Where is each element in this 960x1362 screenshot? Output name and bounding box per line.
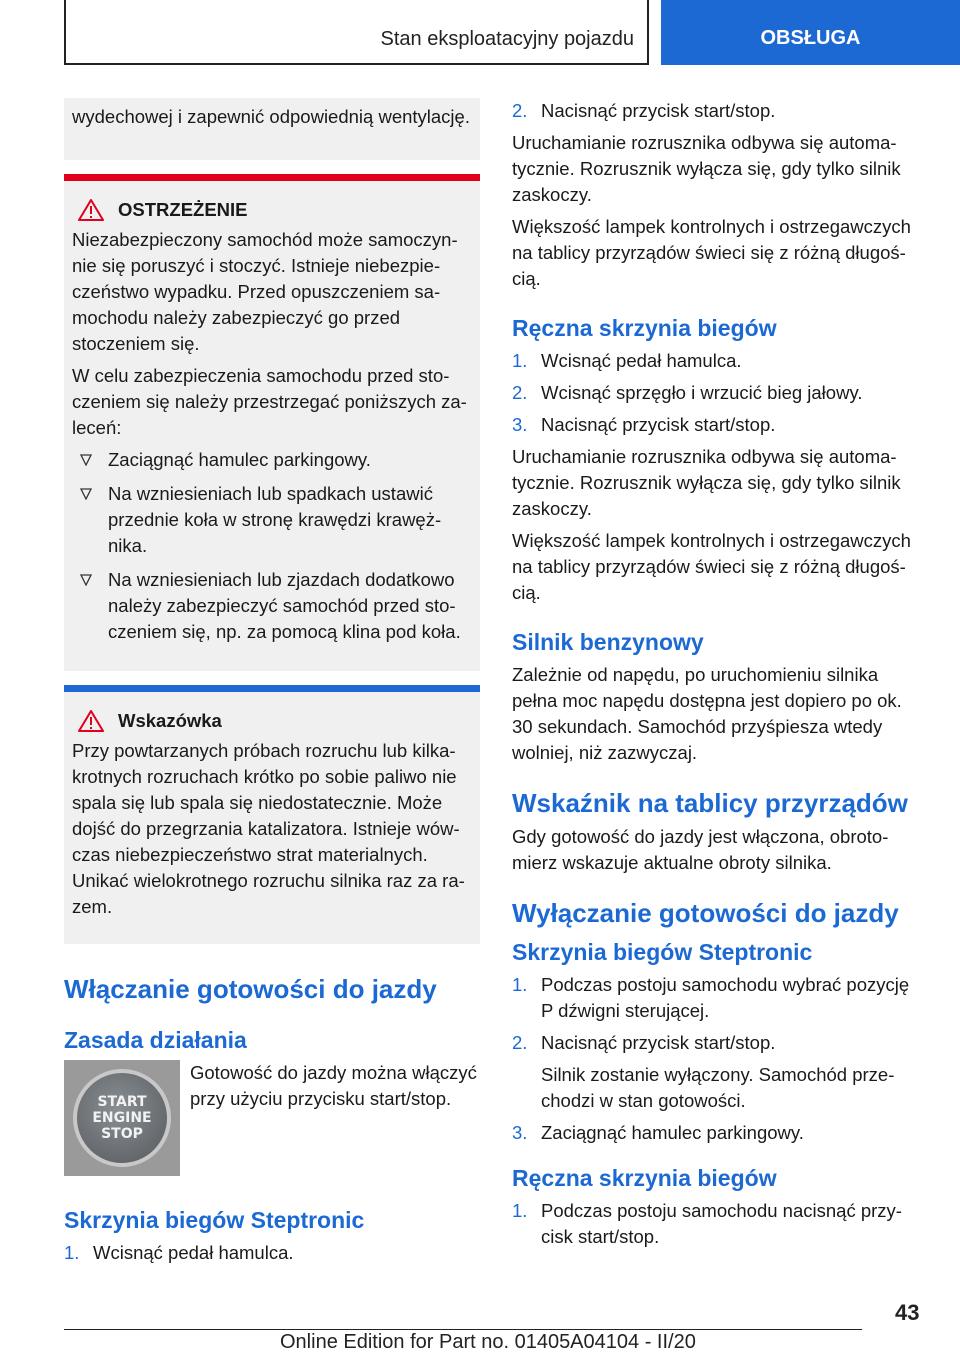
step-text: Wcisnąć sprzęgło i wrzucić bieg jałowy. <box>541 382 863 403</box>
footer-divider <box>64 1329 862 1330</box>
step-text: Zaciągnąć hamulec parkingowy. <box>541 1122 804 1143</box>
steptronic-off-steps <box>512 972 926 1146</box>
caution-triangle-icon <box>78 710 104 732</box>
steptronic-steps-continued <box>512 98 926 124</box>
step-number: 2. <box>512 1032 528 1053</box>
step-item <box>512 1030 926 1114</box>
principle-row <box>64 1060 480 1176</box>
paragraph: Uruchamianie rozrusznika odbywa się automatycznie. Rozrusznik wyłącza się, gdy tylko silnik zaskoczy. <box>512 132 901 205</box>
triangle-bullet-icon <box>80 488 92 500</box>
paragraph: Zależnie od napędu, po uruchomieniu silnika pełna moc napędu dostępna jest dopiero po ok. 30 sekundach. Samochód przyśpiesza wtedy wolniej, niż zazwyczaj. <box>512 664 902 763</box>
warning-paragraph: W celu zabezpieczenia samochodu przed stoczeniem się należy przestrzegać poniższych zaleceń: <box>72 365 467 438</box>
left-column <box>64 98 480 1272</box>
hint-title: Wskazówka <box>118 710 222 731</box>
subheading-petrol: Silnik benzynowy <box>512 629 704 655</box>
paragraph: Gdy gotowość do jazdy jest włączona, obrotomierz wskazuje aktualne obroty silnika. <box>512 826 889 873</box>
step-number: 1. <box>64 1242 80 1263</box>
subheading-steptronic-off: Skrzynia biegów Steptronic <box>512 939 813 965</box>
step-number: 3. <box>512 414 528 435</box>
list-item: Na wzniesieniach lub zjazdach dodatkowo należy zabezpieczyć samochód przed stoczeniem się, np. za pomocą klina pod koła. <box>72 567 472 645</box>
step-number: 3. <box>512 1122 528 1143</box>
list-item: Zaciągnąć hamulec parkingowy. <box>72 447 472 473</box>
footer-edition-text: Online Edition for Part no. 01405A04104 - II/20 <box>280 1331 696 1353</box>
steptronic-steps <box>64 1240 480 1266</box>
start-engine-stop-icon: START ENGINE STOP <box>73 1069 171 1167</box>
step-text: Wcisnąć pedał hamulca. <box>541 350 742 371</box>
warning-list <box>72 447 472 645</box>
warning-box <box>64 174 480 671</box>
warning-triangle-icon <box>78 199 104 221</box>
section-heading-indicator: Wskaźnik na tablicy przyrządów <box>512 788 908 818</box>
triangle-bullet-icon <box>80 574 92 586</box>
continued-note-text: wydechowej i zapewnić odpowiednią wentylację. <box>72 106 470 127</box>
step-text: Nacisnąć przycisk start/stop. <box>541 1032 776 1053</box>
header-underline <box>64 63 649 65</box>
principle-text: Gotowość do jazdy można włączyć przy użyciu przycisku start/stop. <box>190 1062 477 1109</box>
paragraph: Większość lampek kontrolnych i ostrzegawczych na tablicy przyrządów świeci się z różną długością. <box>512 216 911 289</box>
step-number: 2. <box>512 100 528 121</box>
step-item <box>512 348 926 374</box>
hint-box <box>64 685 480 944</box>
section-heading-enable: Włączanie gotowości do jazdy <box>64 974 437 1004</box>
step-item <box>512 972 926 1024</box>
subheading-manual-off: Ręczna skrzynia biegów <box>512 1165 777 1191</box>
step-text: Podczas postoju samochodu wybrać pozycję P dźwigni sterującej. <box>541 974 910 1021</box>
step-item <box>512 412 926 438</box>
continued-note <box>64 98 480 160</box>
paragraph: Uruchamianie rozrusznika odbywa się automatycznie. Rozrusznik wyłącza się, gdy tylko silnik zaskoczy. <box>512 446 901 519</box>
page-number: 43 <box>895 1300 920 1325</box>
step-number: 2. <box>512 382 528 403</box>
right-column <box>512 98 926 1256</box>
step-text: Nacisnąć przycisk start/stop. <box>541 414 776 435</box>
triangle-bullet-icon <box>80 454 92 466</box>
start-stop-button-image <box>64 1060 180 1176</box>
paragraph: Większość lampek kontrolnych i ostrzegawczych na tablicy przyrządów świeci się z różną długością. <box>512 530 911 603</box>
warning-paragraph: Niezabezpieczony samochód może samoczynnie się poruszyć i stoczyć. Istnieje niebezpieczeństwo wypadku. Przed opuszczeniem samochodu należy zabezpieczyć go przed stoczeniem się. <box>72 229 458 354</box>
step-text: Podczas postoju samochodu nacisnąć przycisk start/stop. <box>541 1200 902 1247</box>
step-item <box>512 98 926 124</box>
step-subtext: Silnik zostanie wyłączony. Samochód przechodzi w stan gotowości. <box>541 1064 895 1111</box>
warning-title: OSTRZEŻENIE <box>118 199 248 220</box>
section-tab[interactable]: OBSŁUGA <box>661 0 960 65</box>
step-item <box>512 1198 926 1250</box>
subheading-principle: Zasada działania <box>64 1027 247 1053</box>
step-number: 1. <box>512 974 528 995</box>
step-text: Wcisnąć pedał hamulca. <box>93 1242 294 1263</box>
step-text: Nacisnąć przycisk start/stop. <box>541 100 776 121</box>
manual-off-steps <box>512 1198 926 1250</box>
hint-paragraph: Przy powtarzanych próbach rozruchu lub kilkakrotnych rozruchach krótko po sobie paliwo nie spala się lub spala się niedostatecznie. Może dojść do przegrzania katalizatora. Istnieje wówczas niebezpieczeństwo strat materialnych. Unikać wielokrotnego rozruchu silnika raz za razem. <box>72 740 465 917</box>
header-title: Stan eksploatacyjny pojazdu <box>380 28 634 50</box>
list-item: Na wzniesieniach lub spadkach ustawić przednie koła w stronę krawędzi krawężnika. <box>72 481 472 559</box>
step-number: 1. <box>512 350 528 371</box>
step-item <box>512 1120 926 1146</box>
step-number: 1. <box>512 1200 528 1221</box>
header-right-border <box>647 0 649 65</box>
step-item <box>512 380 926 406</box>
section-heading-disable: Wyłączanie gotowości do jazdy <box>512 898 899 928</box>
step-item <box>64 1240 480 1266</box>
subheading-manual: Ręczna skrzynia biegów <box>512 315 777 341</box>
subheading-steptronic: Skrzynia biegów Steptronic <box>64 1207 365 1233</box>
manual-steps <box>512 348 926 438</box>
